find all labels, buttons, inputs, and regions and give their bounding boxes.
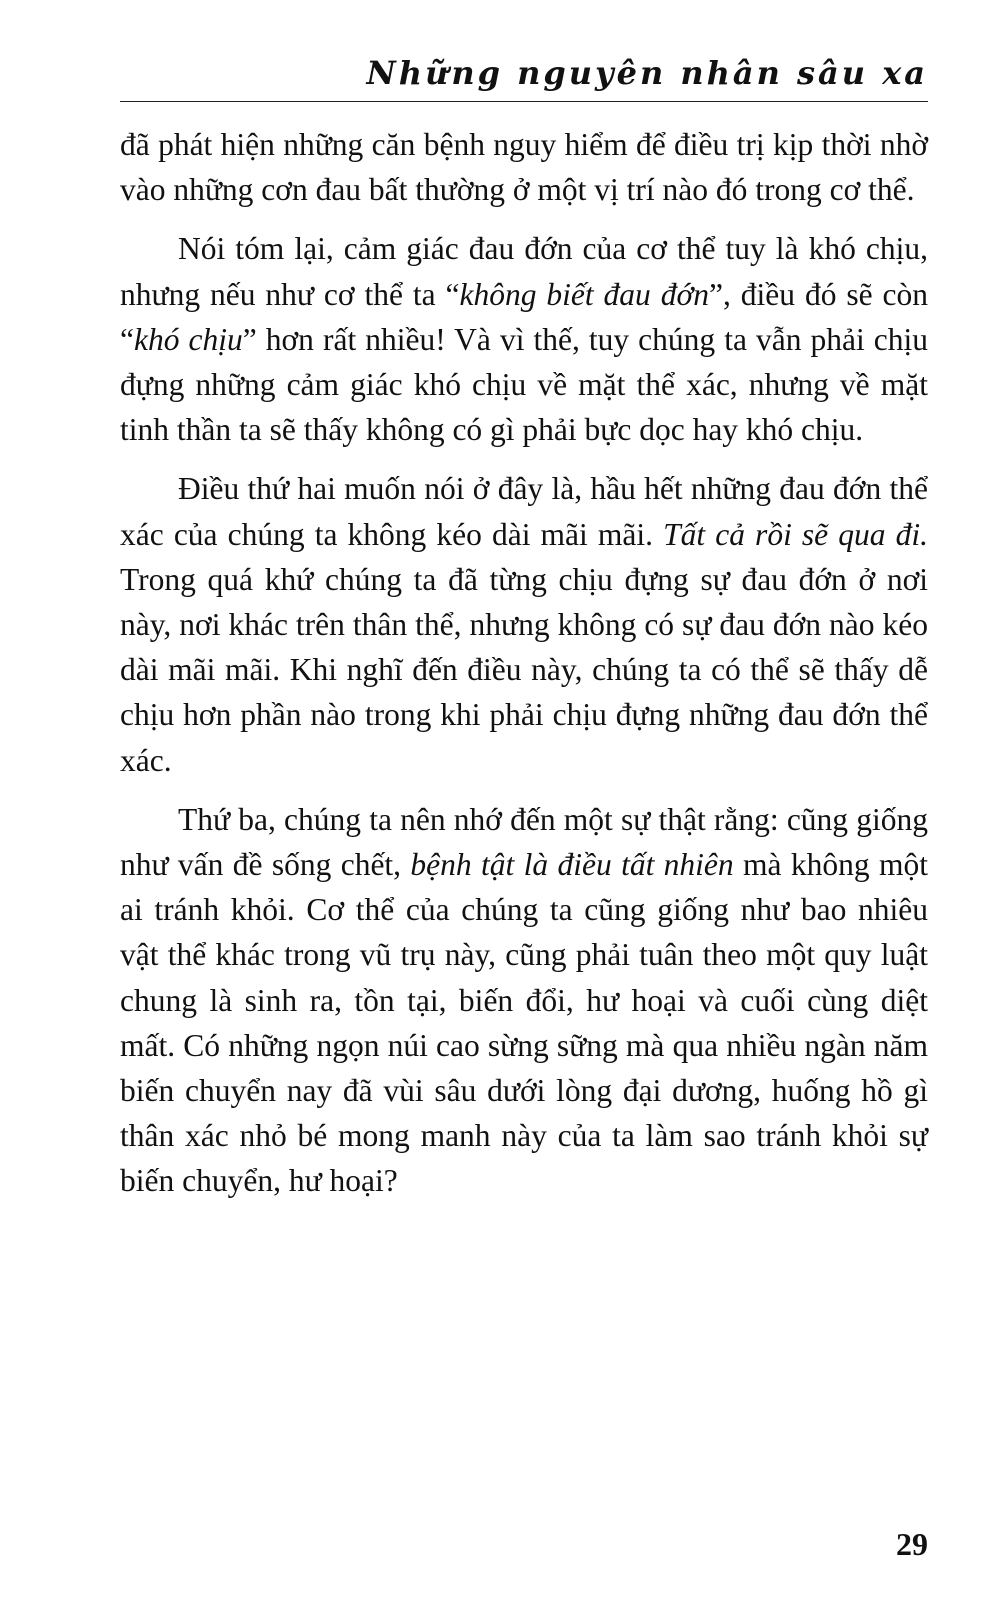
italic-phrase: Tất cả rồi sẽ qua đi. <box>663 516 928 552</box>
text-segment: Điều thứ hai muốn nói ở đây là, hầu hết những đau đớn thể xác của chúng ta không kéo dài mãi mãi. <box>120 471 928 552</box>
running-header: Những nguyên nhân sâu xa <box>366 54 928 92</box>
text-segment: Thứ ba, chúng ta nên nhớ đến một sự thật rằng: cũng giống như vấn đề sống chết, <box>120 801 928 883</box>
body-text <box>120 122 928 1218</box>
page-number: 29 <box>896 1526 928 1562</box>
header-divider <box>120 101 928 102</box>
text-segment: Trong quá khứ chúng ta đã từng chịu đựng sự đau đớn ở nơi này, nơi khác trên thân thể, nhưng không có sự đau đớn nào kéo dài mãi mãi. Khi nghĩ đến điều này, chúng ta có thể sẽ thấy dễ chịu hơn phần nào trong khi phải chịu đựng những đau đớn thể xác. <box>120 561 928 778</box>
text-segment: ” hơn rất nhiều! Và vì thế, tuy chúng ta vẫn phải chịu đựng những cảm giác khó chịu về mặt thể xác, nhưng về mặt tinh thần ta sẽ thấy không có gì phải bực dọc hay khó chịu. <box>120 321 928 448</box>
italic-phrase: không biết đau đớn <box>459 276 710 312</box>
paragraph-2 <box>120 226 928 452</box>
text-segment: đã phát hiện những căn bệnh nguy hiểm để điều trị kịp thời nhờ vào những cơn đau bất thường ở một vị trí nào đó trong cơ thể. <box>120 127 928 208</box>
paragraph-3 <box>120 466 928 782</box>
text-segment: mà không một ai tránh khỏi. Cơ thể của chúng ta cũng giống như bao nhiêu vật thể khác trong vũ trụ này, cũng phải tuân theo một quy luật chung là sinh ra, tồn tại, biến đổi, hư hoại và cuối cùng diệt mất. Có những ngọn núi cao sừng sững mà qua nhiều ngàn năm biến chuyển nay đã vùi sâu dưới lòng đại dương, huống hồ gì thân xác nhỏ bé mong manh này của ta làm sao tránh khỏi sự biến chuyển, hư hoại? <box>120 847 928 1199</box>
text-segment: ”, điều đó sẽ còn “ <box>120 276 929 357</box>
paragraph-4 <box>120 797 928 1204</box>
italic-phrase: khó chịu <box>133 321 243 357</box>
italic-phrase: bệnh tật là điều tất nhiên <box>410 847 734 883</box>
paragraph-1 <box>120 122 928 212</box>
text-segment: Nói tóm lại, cảm giác đau đớn của cơ thể tuy là khó chịu, nhưng nếu như cơ thể ta “ <box>120 231 928 312</box>
